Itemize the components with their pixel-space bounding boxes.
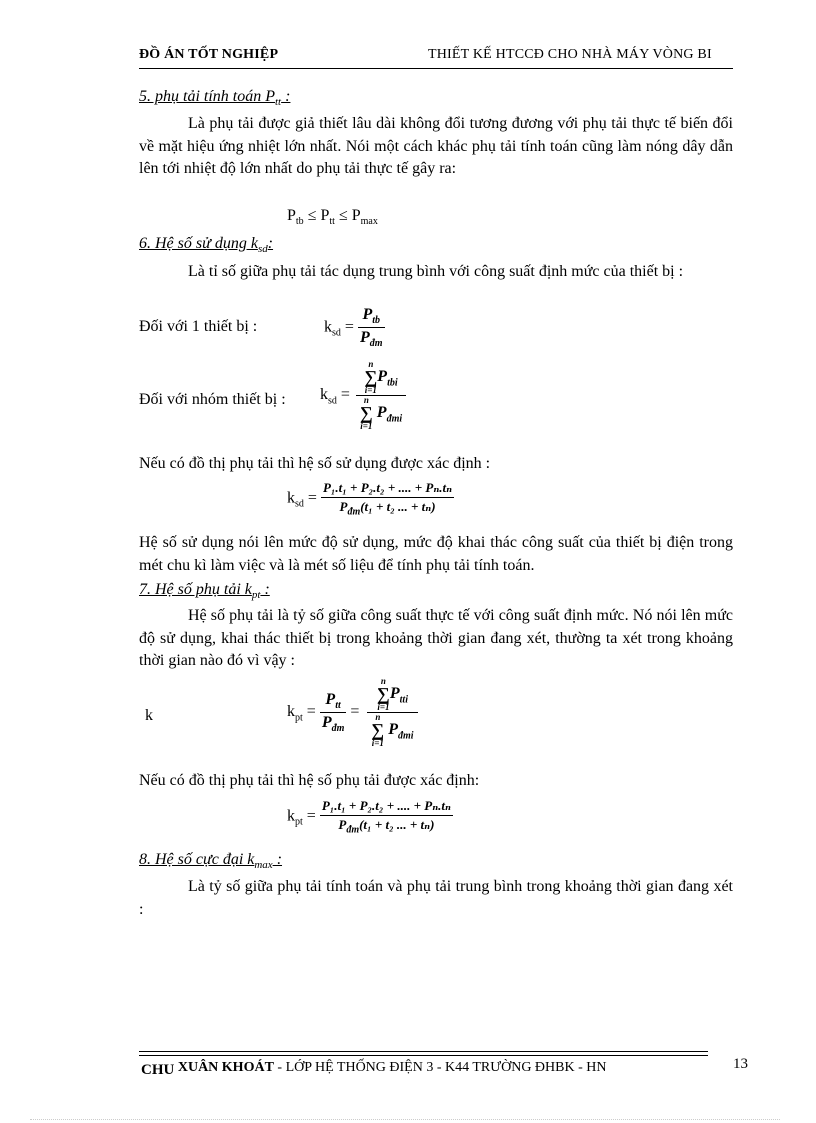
group-device-label: Đối với nhóm thiết bị : [139, 391, 286, 408]
section-5-paragraph: Là phụ tải được giả thiết lâu dài không đổi tương đương với phụ tải thực tế biến đổi về mặt hiệu ứng nhiệt lớn nhất. Nói một cách khác phụ tải tính toán cũng làm nóng dây dẫn lên tới nhiệt độ lớn nhất do phụ tải thực tế gây ra: [139, 115, 733, 177]
section-5-title: 5. phụ tải tính toán $P_{tt}$ : [139, 88, 291, 109]
page-number: 13 [733, 1056, 748, 1072]
section-7-title: 7. Hệ số phụ tải $k_{pt}$ : [139, 581, 270, 602]
section-6-paragraph: Là tỉ số giữa phụ tải tác dụng trung bình với công suất định mức của thiết bị : [188, 263, 684, 280]
formula-ksd-group: $k_{sd}$ = n ∑ $i=1P_{tbi}$ n ∑ i=1 $P_{đmi}$ [320, 360, 406, 431]
section-6-after-paragraph: Hệ số sử dụng nói lên mức độ sử dụng, mức độ khai thác công suất của thiết bị điện trong mét chu kì làm việc và là mét số liệu để tính phụ tải tính toán. [139, 534, 733, 574]
header-right: THIẾT KẾ HTCCĐ CHO NHÀ MÁY VÒNG BI [428, 47, 712, 62]
one-device-label: Đối với 1 thiết bị : [139, 318, 258, 335]
footer-rule [139, 1051, 708, 1052]
footer-text: CHU XUÂN KHOÁT - LỚP HỆ THỐNG ĐIỆN 3 - K44 TRƯỜNG ĐHBK - HN [141, 1060, 607, 1078]
formula-kpt: $k_{pt}$ = $\frac{P_{tt}}{P_{đm}}$ = n ∑ $i=1P_{tti}$ n ∑ i=1 $P_{đmi}$ [287, 677, 418, 748]
section-7-paragraph: Hệ số phụ tải là tỷ số giữa công suất thực tế với công suất định mức. Nó nói lên mức độ sử dụng, khai thác thiết bị trong khoảng thời gian đang xét, thường ta xét trong khoảng thời gian nào đó vì vậy : [139, 607, 733, 669]
section-8-paragraph: Là tỷ số giữa phụ tải tính toán và phụ tải trung bình trong khoảng thời gian đang xét : [139, 878, 733, 918]
formula-ksd-graph: $k_{sd}$ = $\frac{\text{P₁.t₁ + P₂.t₂ + .... + Pₙ.tₙ}}{P_{đm}(t_1 + t_2 ... + t_n)}$ [287, 480, 453, 518]
footer-rule-2 [139, 1055, 708, 1056]
k-label: k [145, 707, 153, 724]
formula-kpt-graph: $k_{pt}$ = $\frac{\text{P₁.t₁ + P₂.t₂ + .... + Pₙ.tₙ}}{P_{đm}(t_1 + t_2 ... + t_n)}$ [287, 798, 451, 836]
formula-ksd-single: $k_{sd}$ = $\frac{P_{tb}}{P_{đm}}$ [324, 306, 383, 350]
inequality: $P_{tb} \le P_{tt} \le P_{max}$ [287, 207, 378, 228]
section-8-title: 8. Hệ số cực đại $k_{max}$ : [139, 851, 283, 872]
section-6-title: 6. Hệ số sử dụng $k_{sd}$: [139, 235, 274, 256]
section-6-graph-line: Nếu có đồ thị phụ tải thì hệ số sử dụng được xác định : [139, 455, 491, 472]
section-7-graph-line: Nếu có đồ thị phụ tải thì hệ số phụ tải được xác định: [139, 772, 480, 789]
bottom-dotted-border [30, 1119, 780, 1120]
header-rule [139, 68, 733, 69]
header-left: ĐỒ ÁN TỐT NGHIỆP [139, 47, 279, 62]
